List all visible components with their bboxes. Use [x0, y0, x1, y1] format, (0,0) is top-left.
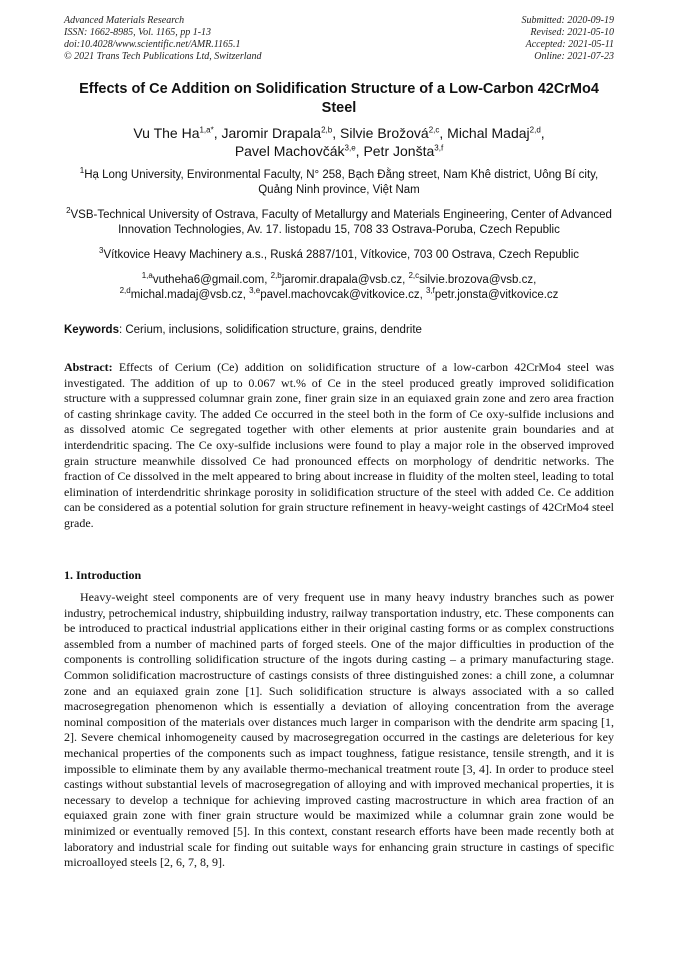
affiliation-1 — [64, 168, 614, 198]
email-link[interactable]: petr.jonsta@vitkovice.cz — [434, 289, 559, 301]
author-name: Silvie Brožová — [340, 125, 429, 141]
abstract-label: Abstract: — [64, 360, 113, 374]
author-name: Michal Madaj — [447, 125, 530, 141]
date-accepted: Accepted: 2021-05-11 — [525, 39, 614, 50]
author-name: Jaromir Drapala — [221, 125, 322, 141]
email-sup: 1,a — [141, 271, 153, 281]
abstract — [64, 360, 614, 532]
email-link[interactable]: vutheha6@gmail.com — [152, 274, 265, 286]
affiliation-sup: 1 — [79, 166, 85, 176]
journal-issn: ISSN: 1662-8985, Vol. 1165, pp 1-13 — [64, 27, 212, 38]
author-name: Pavel Machovčák — [234, 143, 345, 159]
date-online: Online: 2021-07-23 — [534, 51, 614, 62]
paper-title: Effects of Ce Addition on Solidification Structure of a Low-Carbon 42CrMo4 Steel — [79, 81, 599, 116]
dates-header — [522, 15, 615, 63]
email-sup: 2,d — [119, 286, 131, 296]
email-link[interactable]: michal.madaj@vsb.cz — [130, 289, 243, 301]
affiliation-text: VSB-Technical University of Ostrava, Faculty of Metallurgy and Materials Engineering, Center of Advanced Innovation Technologies, Av. 17. listopadu 15, 708 33 Ostrava-Poruba, Czech Republic — [70, 209, 612, 236]
affiliation-2 — [64, 208, 614, 238]
author-sup: 2,b — [321, 125, 333, 135]
email-list: $^{1,a}$vutheha6@gmail.com, $^{2,b}$jaromir.drapala@vsb.cz, $^{2,c}$silvie.brozova@vsb.cz, $^{2,d}$michal.madaj@vsb.cz, $^{3,e}$pavel.machovcak@vitkovice.cz, $^{3,f}$petr.jonsta@vitkovice.cz — [119, 271, 559, 301]
affiliation-text: Hạ Long University, Environmental Faculty, N° 258, Bạch Đằng street, Nam Khê district, Uông Bí city, Quảng Ninh province, Việt Nam — [84, 169, 599, 196]
abstract-text: Effects of Cerium (Ce) addition on solidification structure of a low-carbon 42CrMo4 steel was investigated. The addition of up to 0.067 wt.% of Ce in the steel produced greatly improved solidification structure with a suppressed columnar grain zone, finer grain size in an equiaxed grain zone and zero area fraction of casting shrinkage cavity. The added Ce occurred in the steel both in the form of Ce oxy-sulfide inclusions and as dissolved atomic Ce segregated together with other elements at prior austenite grain boundaries and at interdendritic spacing. The Ce oxy-sulfide inclusions were found to play a major role in the observed improved grain structure meanwhile dissolved Ce had pronounced effects on morphology of dendritic networks. The fraction of Ce dissolved in the melt appeared to bring about increase in fluidity of the molten steel, leading to total elimination of interdendritic shrinkage porosity in solidification structure of the steel with added Ce. Ce addition can be considered as a potential solution for grain structure refinement in heavy-weight castings of 42CrMo4 steel grade. — [64, 360, 614, 530]
keywords-label: Keywords — [64, 324, 119, 336]
email-sup: 3,e — [249, 286, 261, 296]
keywords-text: : Cerium, inclusions, solidification structure, grains, dendrite — [118, 324, 422, 336]
journal-doi: doi:10.4028/www.scientific.net/AMR.1165.1 — [64, 39, 241, 50]
date-submitted: Submitted: 2020-09-19 — [521, 15, 614, 26]
affiliation-sup: 2 — [66, 206, 71, 216]
intro-paragraph: Heavy-weight steel components are of very frequent use in many heavy industry branches such as power industry, petrochemical industry, shipbuilding industry, railway transportation industry, etc. These components can be introduced to practical industrial applications either in their original casting forms or as complex constructions assembled from a number of machined parts of forged steels. One of the major difficulties in production of the components is controlling solidification structure of the ingots during casting – a primary manufacturing stage. Common solidification macrostructure of castings consists of three distinguished zones: a chill zone, a columnar zone and an equiaxed grain zone [1]. Such solidification structure is always associated with a so called macrosegregation phenomenon which is essentially a deviation of alloying concentration from the average nominal composition of the materials over distances much larger in comparison with the dendrite arm spacing [1, 2]. Severe chemical inhomogeneity caused by macrosegregation occurred in the castings are deleterious for key mechanical properties of the components such as impact toughness, fatigue resistance, tensile strength, and it is impossible to eliminate them by any available thermo-mechanical treatment route [3, 4]. In order to produce steel castings without substantial levels of macrosegregation of alloying and with improved mechanical properties, it is necessary to develop a technique for achieving improved casting macrostructure in which area fraction of an equiaxed grain zone with finer grain structure would be maximized while a columnar grain zone would be minimized or eventually removed [5]. In this context, constant research efforts have been made recently both at laboratory and industrial scale for finding out suitable ways for enhancing grain structure in castings of specific microalloyed steels [2, 6, 7, 8, 9]. — [64, 590, 614, 870]
date-revised: Revised: 2021-05-10 — [530, 27, 614, 38]
author-name: Vu The Ha — [133, 125, 200, 141]
affiliation-sup: 3 — [98, 246, 104, 256]
affiliation-3 — [64, 248, 614, 263]
journal-name: Advanced Materials Research — [64, 15, 185, 26]
author-sup: 1,a* — [199, 125, 214, 135]
author-sup: 3,e — [344, 143, 356, 153]
email-sup: 3,f — [425, 286, 435, 296]
journal-copyright: © 2021 Trans Tech Publications Ltd, Switzerland — [64, 51, 262, 62]
email-sup: 2,b — [270, 271, 282, 281]
affiliation-text: Vítkovice Heavy Machinery a.s., Ruská 2887/101, Vítkovice, 703 00 Ostrava, Czech Republic — [103, 249, 580, 261]
email-sup: 2,c — [408, 271, 420, 281]
author-sup: 3,f — [434, 143, 444, 153]
keywords — [64, 323, 614, 338]
email-link[interactable]: pavel.machovcak@vitkovice.cz — [260, 289, 420, 301]
email-link[interactable]: jaromir.drapala@vsb.cz — [281, 274, 403, 286]
author-name: Petr Jonšta — [363, 143, 435, 159]
email-link[interactable]: silvie.brozova@vsb.cz — [419, 274, 534, 286]
author-sup: 2,d — [529, 125, 541, 135]
author-list: Vu The $Ha^{1,a*}$, Jaromir Drapala$^{2,b}$, Silvie Brožová$^{2,c}$, Michal Madaj$^{2,d}$, Pavel Machovčák$^{3,e}$, Petr Jonšta$^{3,f}$ — [133, 125, 545, 159]
journal-header — [64, 15, 262, 63]
section-heading: 1. Introduction — [64, 568, 142, 582]
author-sup: 2,c — [428, 125, 440, 135]
